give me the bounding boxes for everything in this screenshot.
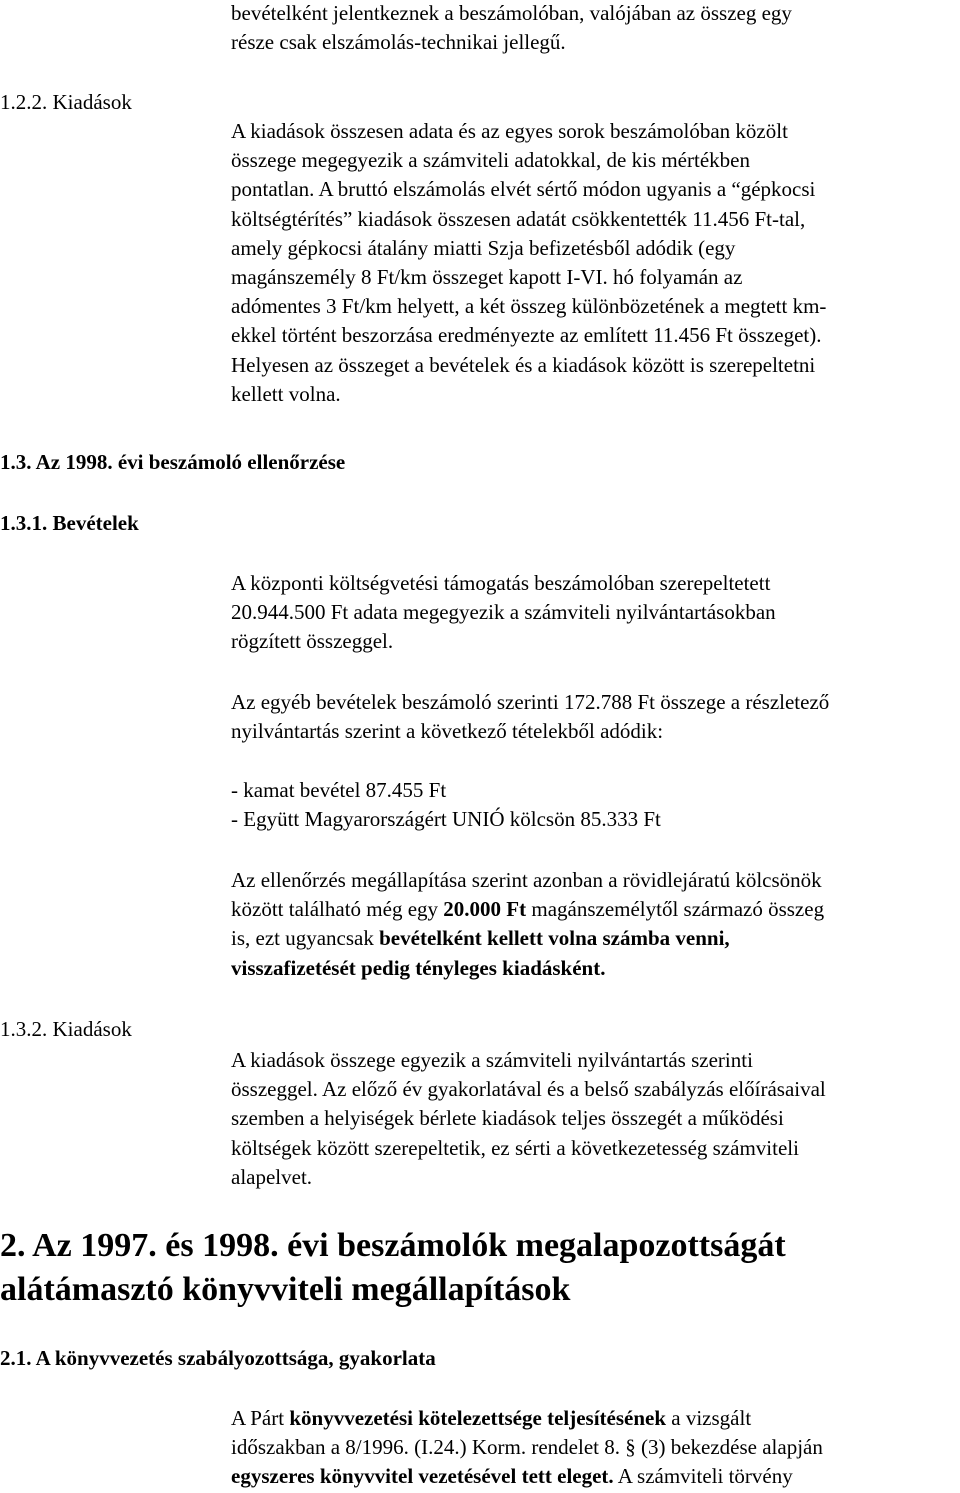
text-line: adómentes 3 Ft/km helyett, a két összeg különbözetének a megtett km- <box>231 294 827 319</box>
text-run: A számviteli törvény <box>613 1464 793 1489</box>
chapter-heading-line: 2. Az 1997. és 1998. évi beszámolók megalapozottságát <box>0 1227 786 1264</box>
text-line <box>231 1404 960 1433</box>
text-line: Az egyéb bevételek beszámoló szerinti 172.788 Ft összege a részletező <box>231 690 830 714</box>
text-line: A kiadások összesen adata és az egyes sorok beszámolóban közölt <box>231 119 788 143</box>
text-run: is, ezt ugyancsak <box>231 926 380 951</box>
section-heading-1-2-2: 1.2.2. Kiadások <box>0 90 132 114</box>
chapter-heading-line: alátámasztó könyvviteli megállapítások <box>0 1271 571 1308</box>
egyeb-bevetelek-paragraph <box>231 688 960 746</box>
list-item: - kamat bevétel 87.455 Ft <box>231 778 447 802</box>
text-line: Az ellenőrzés megállapítása szerint azonban a rövidlejáratú kölcsönök <box>231 868 822 892</box>
bold-finding: bevételként kellett volna számba venni, <box>379 926 730 951</box>
text-line: bevételként jelentkeznek a beszámolóban, valójában az összeg egy <box>231 1 792 25</box>
intro-paragraph <box>231 0 960 57</box>
bevetel-items-list <box>231 776 960 834</box>
text-run: között található még egy <box>231 897 444 922</box>
list-item: - Együtt Magyarországért UNIÓ kölcsön 85.333 Ft <box>231 807 661 832</box>
section-heading-2-1: 2.1. A könyvvezetés szabályozottsága, gyakorlata <box>0 1346 436 1370</box>
bold-phrase: egyszeres könyvvitel vezetésével tett eleget. <box>231 1464 614 1489</box>
text-line: amely gépkocsi átalány miatti Szja befizetésből adódik (egy <box>231 235 736 260</box>
text-line <box>231 954 960 983</box>
text-line: A központi költségvetési támogatás beszámolóban szerepeltetett <box>231 571 771 595</box>
text-line: 20.944.500 Ft adata megegyezik a számviteli nyilvántartásokban <box>231 600 776 625</box>
text-line: pontatlan. A bruttó elszámolás elvét sértő módon ugyanis a “gépkocsi <box>231 177 816 202</box>
text-line <box>231 895 960 924</box>
bold-phrase: könyvvezetési kötelezettsége teljesítésének <box>289 1406 667 1430</box>
kiadasok-1997-paragraph <box>231 117 960 409</box>
konyvvezetes-paragraph <box>231 1404 960 1492</box>
text-line: alapelvet. <box>231 1164 313 1189</box>
text-line: összeggel. Az előző év gyakorlatával és a belső szabályzás előírásaival <box>231 1077 826 1102</box>
text-line: magánszemély 8 Ft/km összeget kapott I-VI. hó folyamán az <box>231 265 743 290</box>
text-line: Helyesen az összeget a bevételek és a kiadások között is szerepeltetni <box>231 352 816 377</box>
ellenorzes-megallapitas-paragraph <box>231 866 960 983</box>
text-line: összege megegyezik a számviteli adatokkal, de kis mértékben <box>231 148 750 173</box>
tamogatas-paragraph <box>231 569 960 657</box>
section-heading-1-3-2: 1.3.2. Kiadások <box>0 1017 132 1041</box>
text-line <box>231 924 960 953</box>
text-line <box>231 1462 960 1491</box>
text-run: a vizsgált <box>666 1406 752 1430</box>
text-line: rögzített összeggel. <box>231 629 394 654</box>
chapter-heading-2 <box>0 1224 786 1312</box>
text-line: költségtérítés” kiadások összesen adatát csökkentették 11.456 Ft-tal, <box>231 206 806 231</box>
text-line: szemben a helyiségek bérlete kiadások teljes összegét a működési <box>231 1106 784 1131</box>
text-line: része csak elszámolás-technikai jellegű. <box>231 30 566 55</box>
section-heading-1-3: 1.3. Az 1998. évi beszámoló ellenőrzése <box>0 450 346 474</box>
text-line: költségek között szerepeltetik, ez sérti a következetesség számviteli <box>231 1135 799 1160</box>
text-line: kellett volna. <box>231 381 341 406</box>
text-run: A Párt <box>231 1406 290 1430</box>
bold-finding: visszafizetését pedig tényleges kiadásként. <box>231 955 606 980</box>
bold-amount: 20.000 Ft <box>443 897 527 922</box>
text-line: nyilvántartás szerint a következő tételekből adódik: <box>231 719 664 744</box>
text-run: magánszemélytől származó összeg <box>526 897 825 922</box>
text-line: ekkel történt beszorzása eredményezte az említett 11.456 Ft összeget). <box>231 323 822 348</box>
text-line: A kiadások összege egyezik a számviteli nyilvántartás szerinti <box>231 1048 753 1072</box>
section-heading-1-3-1: 1.3.1. Bevételek <box>0 511 139 535</box>
kiadasok-1998-paragraph <box>231 1046 960 1192</box>
text-line: időszakban a 8/1996. (I.24.) Korm. rendelet 8. § (3) bekezdése alapján <box>231 1435 823 1460</box>
